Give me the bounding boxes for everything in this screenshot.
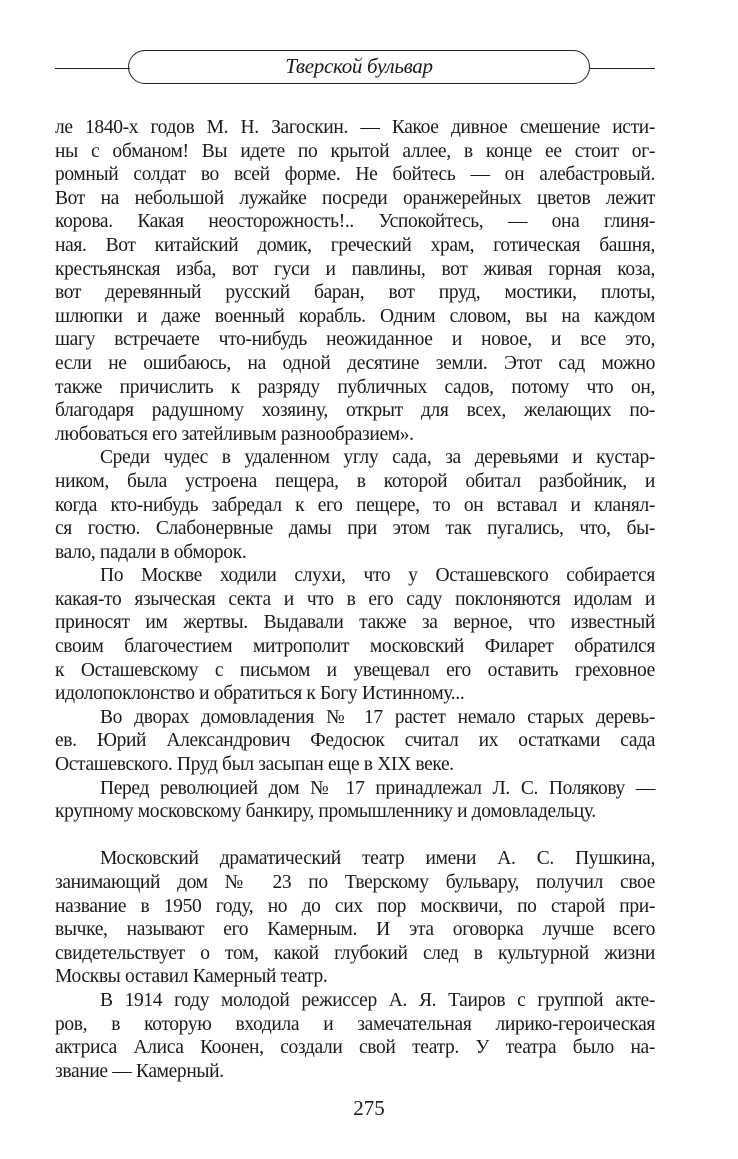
text-line: также причислить к разряду публичных садов, потому что он, [55, 376, 655, 398]
section-gap [55, 824, 655, 848]
text-line: крупному московскому банкиру, промышленнику и домовладельцу. [55, 801, 596, 823]
text-line: Среди чудес в удаленном углу сада, за деревьями и кустар- [100, 447, 655, 469]
header-title: Тверской бульвар [285, 54, 433, 78]
running-header [55, 48, 655, 88]
text-line: В 1914 году молодой режиссер А. Я. Таиров с группой акте- [100, 989, 655, 1011]
text-line: любоваться его затейливым разнообразием». [55, 423, 414, 445]
text-line: идолопоклонство и обратиться к Богу Истинному... [55, 683, 465, 705]
text-line: ся гостю. Слабонервные дамы при этом так пугались, что, бы- [55, 518, 655, 540]
text-line: занимающий дом № 23 по Тверскому бульвару, получил свое [55, 872, 655, 893]
section [55, 847, 655, 1083]
text-line: ров, в которую входила и замечательная лирико-героическая [55, 1013, 655, 1035]
text-line: Перед революцией дом № 17 принадлежал Л. С. Полякову — [100, 777, 655, 799]
paragraph [55, 446, 655, 564]
text-line: корова. Какая неосторожность!.. Успокойтесь, — она глиня- [55, 211, 655, 233]
paragraph [55, 777, 655, 824]
text-line: свидетельствует о том, какой глубокий след в культурной жизни [55, 942, 655, 964]
text-line: вало, падали в обморок. [55, 541, 247, 563]
text-line: вычке, называют его Камерным. И эта оговорка лучше всего [55, 919, 655, 941]
text-line: ромный солдат во всей форме. Не бойтесь — он алебастровый. [55, 164, 655, 186]
text-line: Во дворах домовладения № 17 растет немало старых деревь- [100, 706, 655, 728]
text-line: ев. Юрий Александрович Федосюк считал их остатками сада [55, 730, 655, 752]
text-line: Осташевского. Пруд был засыпан еще в XIX веке. [55, 754, 454, 776]
text-line: Московский драматический театр имени А. С. Пушкина, [100, 848, 655, 870]
text-line: актриса Алиса Коонен, создали свой театр. У театра было на- [55, 1037, 655, 1059]
section [55, 116, 655, 824]
paragraph [55, 989, 655, 1083]
text-line: если не ошибаюсь, на одной десятине земли. Этот сад можно [55, 352, 655, 374]
header-rule-right [590, 68, 655, 69]
text-line: когда кто-нибудь забредал к его пещере, то он вставал и кланял- [55, 494, 655, 516]
text-line: шагу встречаете что-нибудь неожиданное и новое, и все это, [55, 329, 655, 351]
text-line: какая-то языческая секта и что в его саду поклоняются идолам и [55, 588, 655, 610]
paragraph [55, 706, 655, 777]
paragraph [55, 564, 655, 706]
text-line: Москвы оставил Камерный театр. [55, 966, 328, 988]
text-line: ны с обманом! Вы идете по крытой аллее, в конце ее стоит ог- [55, 140, 655, 162]
text-line: ле 1840-х годов М. Н. Загоскин. — Какое дивное смешение исти- [55, 117, 655, 138]
page-number: 275 [353, 1096, 385, 1120]
text-line: По Москве ходили слухи, что у Осташевского собирается [100, 565, 655, 587]
text-line: Вот на небольшой лужайке посреди оранжерейных цветов лежит [55, 187, 655, 209]
text-line: благодаря радушному хозяину, открыт для всех, желающих по- [55, 400, 655, 422]
header-rule-left [55, 68, 130, 69]
text-line: звание — Камерный. [55, 1060, 224, 1082]
paragraph [55, 116, 655, 446]
text-line: ная. Вот китайский домик, греческий храм, готическая башня, [55, 234, 655, 256]
paragraph [55, 847, 655, 989]
text-line: крестьянская изба, вот гуси и павлины, вот живая горная коза, [55, 258, 655, 280]
text-line: своим благочестием митрополит московский Филарет обратился [55, 636, 655, 658]
text-line: шлюпки и даже военный корабль. Одним словом, вы на каждом [55, 305, 655, 327]
body-text [55, 116, 655, 1083]
text-line: ником, была устроена пещера, в которой обитал разбойник, и [55, 470, 655, 492]
text-line: приносят им жертвы. Выдавали также за верное, что известный [55, 612, 655, 634]
text-line: вот деревянный русский баран, вот пруд, мостики, плоты, [55, 282, 655, 304]
text-line: к Осташевскому с письмом и увещевал его оставить греховное [55, 659, 655, 681]
text-line: название в 1950 году, но до сих пор москвичи, по старой при- [55, 895, 655, 917]
